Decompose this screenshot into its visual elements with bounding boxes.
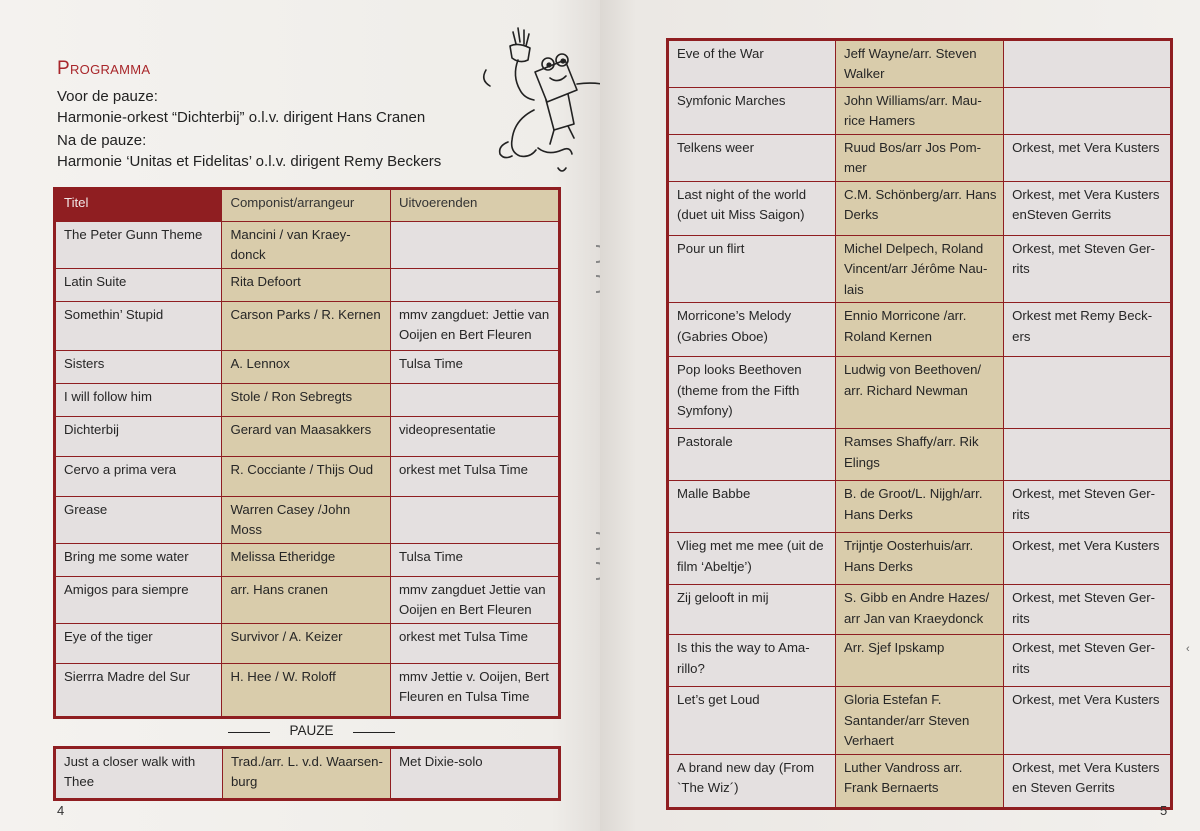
performer-cell: orkest met Tulsa Time [390,457,559,497]
title-cell: Last night of the world (duet uit Miss Saigon) [668,181,836,235]
title-cell: I will follow him [55,384,222,417]
composer-cell: Gloria Estefan F. Santander/arr Steven Verhaert [835,687,1003,754]
title-cell: Dichterbij [55,417,222,457]
performer-cell: Orkest, met Vera Kusters en Steven Gerrits [1004,754,1172,808]
title-cell: Zij gelooft in mij [668,585,836,635]
performer-cell: Orkest, met Vera Kusters [1004,687,1172,754]
composer-cell: R. Cocciante / Thijs Oud [222,457,391,497]
performer-cell [1004,40,1172,88]
title-cell: Latin Suite [55,269,222,302]
intro-after-label: Na de pauze: [57,132,147,149]
composer-cell: Trijntje Oosterhuis/arr. Hans Derks [835,533,1003,585]
performer-cell [390,269,559,302]
composer-cell: Rita Defoort [222,269,391,302]
title-cell: Symfonic Marches [668,88,836,135]
composer-cell: Gerard van Maasakkers [222,417,391,457]
table-row [55,351,560,384]
page-number-left: 4 [57,803,65,818]
performer-cell: mmv Jettie v. Ooijen, Bert Fleuren en Tulsa Time [390,663,559,717]
composer-cell: Ruud Bos/arr Jos Pom-mer [835,134,1003,181]
composer-cell: Mancini / van Kraey-donck [222,222,391,269]
performer-cell: Orkest, met Vera Kusters [1004,533,1172,585]
table-row [55,384,560,417]
table-row [55,417,560,457]
title-cell: Pour un flirt [668,235,836,302]
table-row [668,754,1172,808]
program-table-before-pause [53,187,561,719]
table-row [668,88,1172,135]
table-row [55,748,560,800]
performer-cell: Orkest, met Steven Ger-rits [1004,585,1172,635]
composer-cell: S. Gibb en Andre Hazes/ arr Jan van Kraeydonck [835,585,1003,635]
table-row [55,222,560,269]
performer-cell: orkest met Tulsa Time [390,623,559,663]
composer-cell: Michel Delpech, Roland Vincent/arr Jérôme Nau-lais [835,235,1003,302]
program-table-after-pause-right [666,38,1173,810]
table-row [668,585,1172,635]
table-row [55,623,560,663]
composer-cell: Melissa Etheridge [222,544,391,577]
performer-cell [390,497,559,544]
page-number-right: 5 [1160,803,1168,818]
performer-cell: Met Dixie-solo [391,748,560,800]
title-cell: Is this the way to Ama-rillo? [668,635,836,687]
chevron-left-icon: ‹ [1186,643,1190,655]
intro-after-orchestra: Harmonie ‘Unitas et Fidelitas’ o.l.v. dirigent Remy Beckers [57,153,442,170]
intro-before-orchestra: Harmonie-orkest “Dichterbij” o.l.v. dirigent Hans Cranen [57,109,426,126]
title-cell: Vlieg met me mee (uit de film ‘Abeltje’) [668,533,836,585]
title-cell: Telkens weer [668,134,836,181]
table-row [55,663,560,717]
table-row [55,497,560,544]
title-cell: Morricone’s Melody (Gabries Oboe) [668,303,836,357]
title-cell: Amigos para siempre [55,577,222,624]
performer-cell [1004,88,1172,135]
composer-cell: arr. Hans cranen [222,577,391,624]
table-row [55,269,560,302]
performer-cell [1004,357,1172,429]
table-row [668,533,1172,585]
intro-before-label: Voor de pauze: [57,88,158,105]
composer-cell: H. Hee / W. Roloff [222,663,391,717]
composer-cell: Trad./arr. L. v.d. Waarsen-burg [222,748,390,800]
composer-cell: Jeff Wayne/arr. Steven Walker [835,40,1003,88]
title-cell: Bring me some water [55,544,222,577]
performer-cell: Orkest, met Steven Ger-rits [1004,635,1172,687]
composer-cell: Ludwig von Beethoven/ arr. Richard Newman [835,357,1003,429]
composer-cell: Arr. Sjef Ipskamp [835,635,1003,687]
table-row [668,40,1172,88]
title-cell: Sisters [55,351,222,384]
title-cell: Cervo a prima vera [55,457,222,497]
performer-cell: mmv zangduet Jettie van Ooijen en Bert Fleuren [390,577,559,624]
composer-cell: John Williams/arr. Mau-rice Hamers [835,88,1003,135]
table-row [668,235,1172,302]
composer-cell: Ennio Morricone /arr. Roland Kernen [835,303,1003,357]
table-row [668,481,1172,533]
performer-cell: mmv zangduet: Jettie van Ooijen en Bert Fleuren [390,302,559,351]
table-row [668,134,1172,181]
table-row [668,635,1172,687]
performer-cell: videopresentatie [390,417,559,457]
table-row [55,457,560,497]
composer-cell: C.M. Schönberg/arr. Hans Derks [835,181,1003,235]
column-header: Componist/arrangeur [222,189,391,222]
title-cell: Sierrra Madre del Sur [55,663,222,717]
title-cell: A brand new day (From `The Wiz´) [668,754,836,808]
column-header: Titel [55,189,222,222]
title-cell: Somethin’ Stupid [55,302,222,351]
title-cell: Malle Babbe [668,481,836,533]
title-cell: Eye of the tiger [55,623,222,663]
title-cell: Grease [55,497,222,544]
page-title: Programma [57,58,151,79]
title-cell: The Peter Gunn Theme [55,222,222,269]
title-cell: Let’s get Loud [668,687,836,754]
table-row [668,687,1172,754]
composer-cell: Carson Parks / R. Kernen [222,302,391,351]
performer-cell: Orkest, met Vera Kusters [1004,134,1172,181]
pause-divider: PAUZE [228,723,395,738]
composer-cell: Luther Vandross arr. Frank Bernaerts [835,754,1003,808]
composer-cell: Warren Casey /John Moss [222,497,391,544]
performer-cell: Orkest, met Steven Ger-rits [1004,235,1172,302]
performer-cell [390,384,559,417]
program-table-after-pause-left [53,746,561,801]
title-cell: Pastorale [668,429,836,481]
table-header-row [55,189,560,222]
table-row [55,577,560,624]
table-row [668,303,1172,357]
column-header: Uitvoerenden [390,189,559,222]
title-cell: Just a closer walk with Thee [55,748,223,800]
table-row [668,429,1172,481]
title-cell: Eve of the War [668,40,836,88]
table-row [668,357,1172,429]
title-cell: Pop looks Beethoven (theme from the Fifth Symfony) [668,357,836,429]
performer-cell: Orkest met Remy Beck-ers [1004,303,1172,357]
composer-cell: A. Lennox [222,351,391,384]
performer-cell: Orkest, met Steven Ger-rits [1004,481,1172,533]
table-row [668,181,1172,235]
performer-cell: Tulsa Time [390,544,559,577]
table-row [55,302,560,351]
composer-cell: Stole / Ron Sebregts [222,384,391,417]
performer-cell [390,222,559,269]
composer-cell: Ramses Shaffy/arr. Rik Elings [835,429,1003,481]
performer-cell: Tulsa Time [390,351,559,384]
composer-cell: B. de Groot/L. Nijgh/arr. Hans Derks [835,481,1003,533]
performer-cell: Orkest, met Vera Kusters enSteven Gerrits [1004,181,1172,235]
performer-cell [1004,429,1172,481]
composer-cell: Survivor / A. Keizer [222,623,391,663]
table-row [55,544,560,577]
